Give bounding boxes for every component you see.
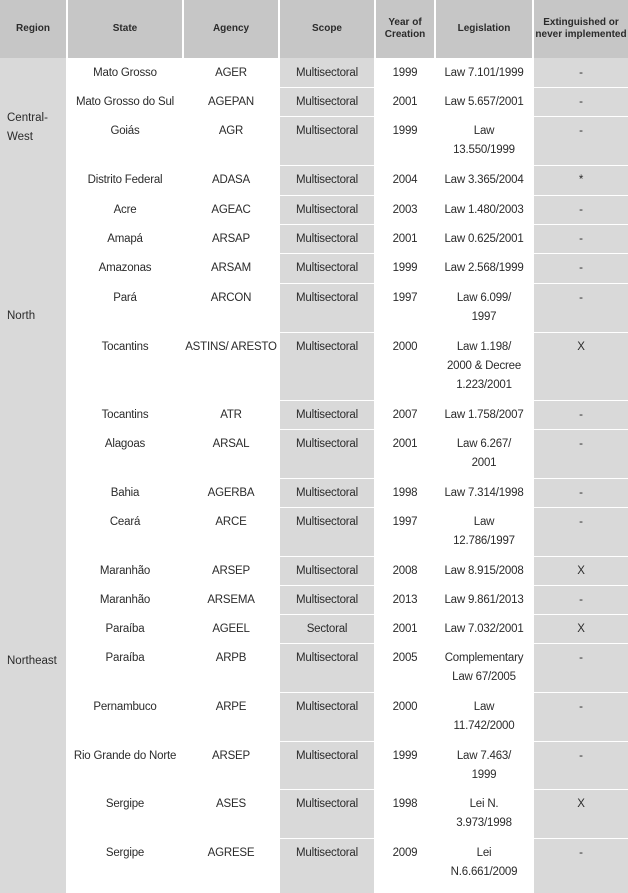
scope-cell: Multisectoral	[296, 67, 358, 79]
state-cell: Ceará	[109, 516, 141, 528]
year-cell: 2001	[392, 623, 418, 635]
row-divider	[68, 165, 628, 166]
scope-cell: Multisectoral	[296, 701, 358, 713]
state-cell: Tocantins	[101, 409, 149, 421]
state-cell: Bahia	[110, 487, 140, 499]
row-divider	[68, 556, 628, 557]
row-divider	[68, 614, 628, 615]
agency-cell: AGER	[215, 67, 247, 79]
row-divider	[68, 195, 628, 196]
scope-cell: Multisectoral	[296, 174, 358, 186]
state-cell: Rio Grande do Norte	[73, 750, 177, 762]
header-agency: Agency	[184, 0, 278, 58]
year-cell: 2001	[392, 233, 418, 245]
row-divider	[68, 838, 628, 839]
extinguished-cell: -	[579, 233, 583, 245]
agency-cell: ASES	[216, 798, 246, 810]
scope-cell: Multisectoral	[296, 438, 358, 450]
state-cell: Paraíba	[105, 623, 145, 635]
row-divider	[68, 741, 628, 742]
year-cell: 1999	[392, 125, 418, 137]
extinguished-cell: -	[579, 847, 583, 859]
agency-cell: ASTINS/ ARESTO	[185, 341, 277, 353]
state-cell: Alagoas	[104, 438, 146, 450]
scope-cell: Multisectoral	[296, 341, 358, 353]
legislation-cell: Law 1.198/ 2000 & Decree 1.223/2001	[446, 341, 522, 391]
year-cell: 1997	[392, 516, 418, 528]
legislation-cell: Law 0.625/2001	[444, 233, 524, 245]
extinguished-cell: X	[577, 798, 585, 810]
scope-cell: Sectoral	[306, 623, 348, 635]
year-cell: 2003	[392, 204, 418, 216]
scope-cell: Multisectoral	[296, 750, 358, 762]
region-label-central-west: Central-West	[7, 112, 48, 143]
state-cell: Sergipe	[105, 847, 145, 859]
extinguished-cell: -	[579, 652, 583, 664]
legislation-cell: Law 7.032/2001	[444, 623, 524, 635]
state-cell: Mato Grosso	[93, 67, 157, 79]
scope-cell: Multisectoral	[296, 487, 358, 499]
extinguished-cell: -	[579, 594, 583, 606]
year-cell: 1998	[392, 487, 418, 499]
agency-cell: ARSAL	[212, 438, 250, 450]
agency-cell: AGEPAN	[208, 96, 254, 108]
agency-cell: ARSAP	[212, 233, 250, 245]
state-cell: Amazonas	[98, 262, 152, 274]
row-divider	[68, 283, 628, 284]
row-divider	[68, 478, 628, 479]
year-cell: 2009	[392, 847, 418, 859]
legislation-cell: Lei N. 3.973/1998	[456, 798, 512, 829]
legislation-cell: Law 11.742/2000	[453, 701, 515, 732]
year-cell: 1999	[392, 262, 418, 274]
legislation-cell: Law 8.915/2008	[444, 565, 524, 577]
state-cell: Goiás	[110, 125, 140, 137]
scope-cell: Multisectoral	[296, 652, 358, 664]
year-cell: 2008	[392, 565, 418, 577]
year-cell: 2004	[392, 174, 418, 186]
extinguished-cell: -	[579, 409, 583, 421]
row-divider	[68, 585, 628, 586]
legislation-cell: Law 5.657/2001	[444, 96, 524, 108]
agency-cell: ARSEMA	[207, 594, 255, 606]
year-cell: 2001	[392, 438, 418, 450]
state-cell: Maranhão	[99, 594, 151, 606]
extinguished-cell: X	[577, 341, 585, 353]
row-divider	[68, 429, 628, 430]
agency-cell: ARCE	[215, 516, 247, 528]
extinguished-cell: -	[579, 487, 583, 499]
year-cell: 1999	[392, 750, 418, 762]
legislation-cell: Law 7.463/ 1999	[456, 750, 512, 781]
year-cell: 2000	[392, 341, 418, 353]
agency-cell: AGRESE	[207, 847, 255, 859]
state-cell: Maranhão	[99, 565, 151, 577]
header-scope: Scope	[280, 0, 374, 58]
extinguished-cell: -	[579, 292, 583, 304]
row-divider	[68, 789, 628, 790]
scope-cell: Multisectoral	[296, 847, 358, 859]
year-cell: 1998	[392, 798, 418, 810]
extinguished-cell: -	[579, 125, 583, 137]
row-divider	[68, 87, 628, 88]
agency-cell: ARSEP	[212, 565, 250, 577]
state-cell: Sergipe	[105, 798, 145, 810]
scope-cell: Multisectoral	[296, 233, 358, 245]
scope-cell: Multisectoral	[296, 516, 358, 528]
header-state: State	[68, 0, 182, 58]
row-divider	[68, 643, 628, 644]
legislation-cell: Law 2.568/1999	[444, 262, 524, 274]
scope-cell: Multisectoral	[296, 292, 358, 304]
legislation-cell: Lei N.6.661/2009	[450, 847, 518, 878]
legislation-cell: Law 1.480/2003	[444, 204, 524, 216]
state-cell: Pará	[113, 292, 137, 304]
extinguished-cell: -	[579, 96, 583, 108]
extinguished-cell: *	[578, 174, 584, 186]
scope-cell: Multisectoral	[296, 565, 358, 577]
agency-cell: ARCON	[210, 292, 252, 304]
state-cell: Pernambuco	[93, 701, 157, 713]
legislation-cell: Law 1.758/2007	[444, 409, 524, 421]
legislation-cell: Law 13.550/1999	[453, 125, 515, 156]
scope-cell: Multisectoral	[296, 409, 358, 421]
region-label-northeast: Northeast	[7, 655, 57, 667]
header-year: Year of Creation	[376, 0, 434, 58]
agency-cell: ADASA	[212, 174, 250, 186]
scope-cell: Multisectoral	[296, 125, 358, 137]
state-cell: Distrito Federal	[87, 174, 163, 186]
row-divider	[68, 400, 628, 401]
state-cell: Tocantins	[101, 341, 149, 353]
extinguished-cell: X	[577, 623, 585, 635]
year-cell: 2013	[392, 594, 418, 606]
year-cell: 2000	[392, 701, 418, 713]
legislation-cell: Law 12.786/1997	[453, 516, 515, 547]
extinguished-cell: -	[579, 750, 583, 762]
extinguished-cell: -	[579, 701, 583, 713]
agency-cell: ARPB	[215, 652, 247, 664]
header-extinguished: Extinguished or never implemented	[534, 0, 628, 58]
row-divider	[68, 116, 628, 117]
legislation-cell: Law 6.267/ 2001	[456, 438, 512, 469]
year-cell: 2001	[392, 96, 418, 108]
scope-cell: Multisectoral	[296, 594, 358, 606]
extinguished-cell: X	[577, 565, 585, 577]
year-cell: 1999	[392, 67, 418, 79]
agency-cell: AGR	[218, 125, 244, 137]
scope-cell: Multisectoral	[296, 204, 358, 216]
extinguished-cell: -	[579, 438, 583, 450]
legislation-cell: Law 7.314/1998	[444, 487, 524, 499]
legislation-cell: Law 6.099/ 1997	[456, 292, 512, 323]
region-label-north: North	[7, 310, 36, 322]
agency-cell: ARSAM	[211, 262, 251, 274]
agency-cell: AGEAC	[211, 204, 251, 216]
region-column-band	[0, 58, 66, 893]
agency-cell: AGERBA	[207, 487, 255, 499]
extinguished-cell: -	[579, 204, 583, 216]
state-cell: Paraíba	[105, 652, 145, 664]
agency-cell: ARPE	[215, 701, 247, 713]
legislation-cell: Complementary Law 67/2005	[444, 652, 524, 683]
row-divider	[68, 224, 628, 225]
extinguished-cell: -	[579, 262, 583, 274]
agency-cell: ATR	[220, 409, 242, 421]
agency-cell: AGEEL	[212, 623, 250, 635]
scope-cell: Multisectoral	[296, 96, 358, 108]
row-divider	[68, 692, 628, 693]
legislation-cell: Law 7.101/1999	[444, 67, 524, 79]
scope-cell: Multisectoral	[296, 798, 358, 810]
scope-cell: Multisectoral	[296, 262, 358, 274]
header-legislation: Legislation	[436, 0, 532, 58]
state-cell: Mato Grosso do Sul	[75, 96, 175, 108]
legislation-cell: Law 3.365/2004	[444, 174, 524, 186]
year-cell: 1997	[392, 292, 418, 304]
legislation-cell: Law 9.861/2013	[444, 594, 524, 606]
state-cell: Amapá	[107, 233, 143, 245]
row-divider	[68, 332, 628, 333]
extinguished-cell: -	[579, 67, 583, 79]
row-divider	[68, 507, 628, 508]
state-cell: Acre	[113, 204, 137, 216]
year-cell: 2005	[392, 652, 418, 664]
header-region: Region	[0, 0, 66, 58]
row-divider	[68, 253, 628, 254]
agency-cell: ARSEP	[212, 750, 250, 762]
year-cell: 2007	[392, 409, 418, 421]
extinguished-cell: -	[579, 516, 583, 528]
